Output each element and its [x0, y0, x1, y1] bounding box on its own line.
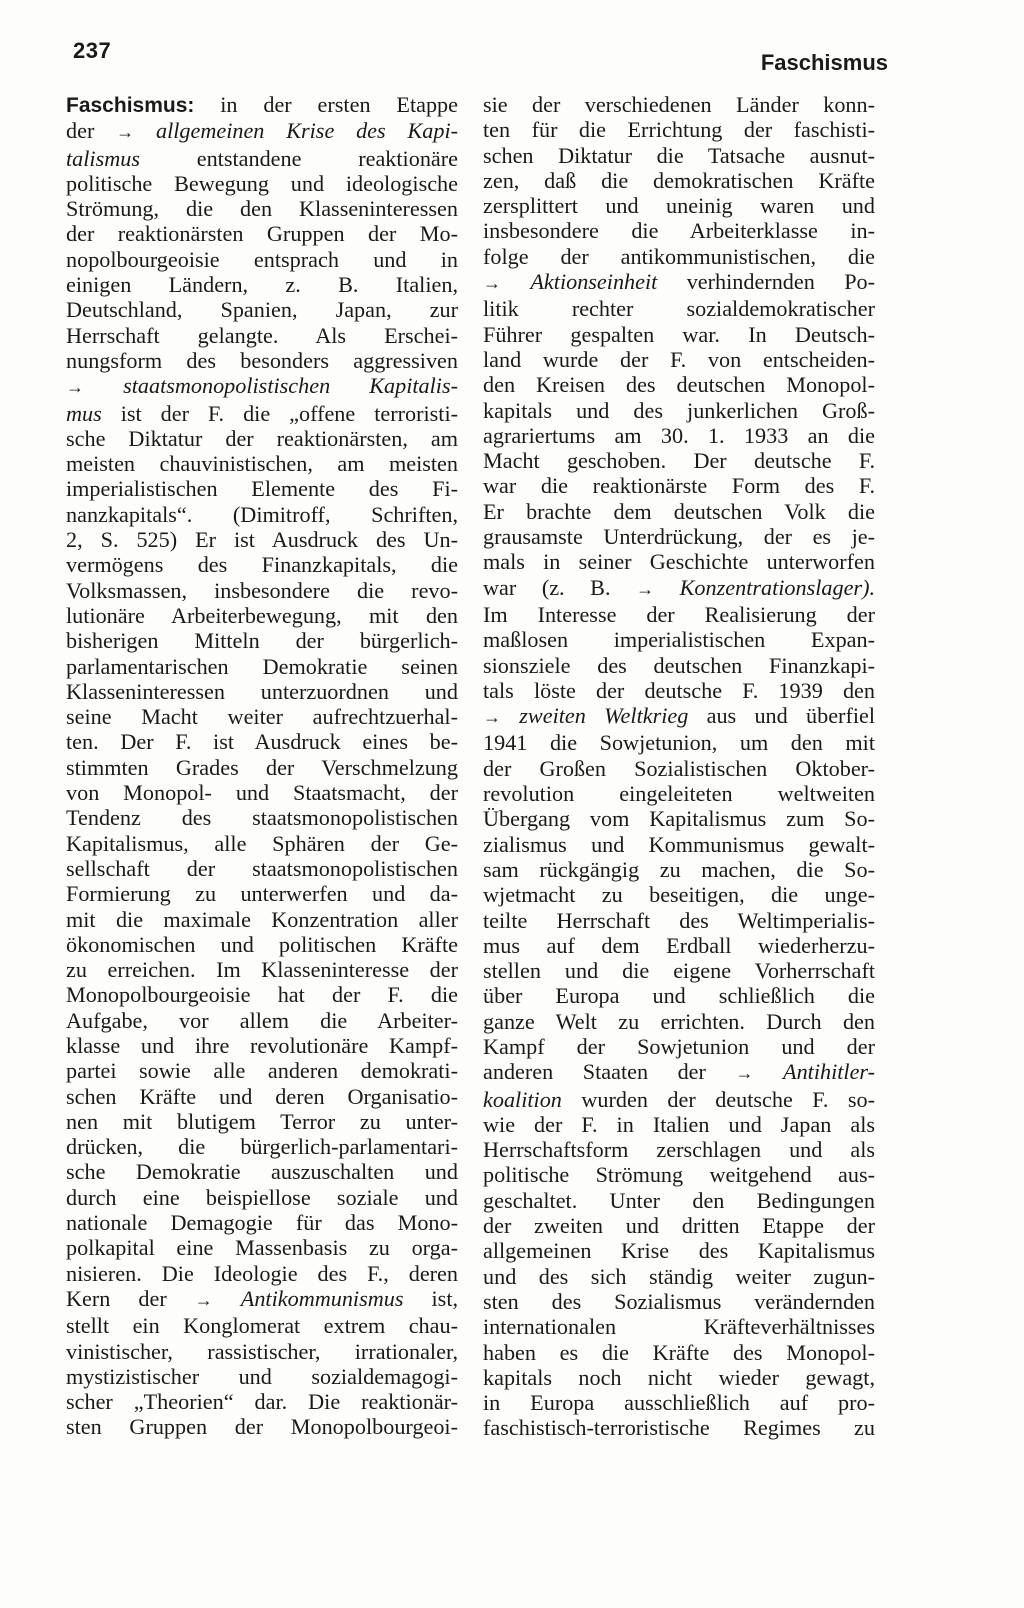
- text-line: 1941 die Sowjetunion, um den mit: [483, 730, 875, 756]
- text-line: zersplittert und uneinig waren und: [483, 193, 875, 219]
- text-line: land wurde der F. von entscheiden-: [483, 346, 875, 372]
- text-line: nen mit blutigem Terror zu unter-: [66, 1108, 458, 1134]
- text-line: schen Kräfte und deren Organisatio-: [66, 1083, 458, 1109]
- text-line: stellen und die eigene Vorherrschaft: [483, 958, 875, 984]
- text-line: geschaltet. Unter den Bedingungen: [483, 1187, 875, 1213]
- text-line: Macht geschoben. Der deutsche F.: [483, 448, 875, 474]
- text-line: vinistischer, rassistischer, irrationaler,: [66, 1338, 458, 1364]
- text-line: nopolbourgeoisie entsprach und in: [66, 246, 458, 272]
- cross-reference[interactable]: koalition: [483, 1086, 562, 1112]
- text-line: schen Diktatur die Tatsache ausnut-: [483, 142, 875, 168]
- text-line: mus auf dem Erdball wiederherzu-: [483, 932, 875, 958]
- text-line: und des sich ständig weiter zugun-: [483, 1263, 875, 1289]
- text-line: bisherigen Mitteln der bürgerlich-: [66, 628, 458, 654]
- text-line: koalition wurden der deutsche F. so-: [483, 1086, 875, 1112]
- text-line: war (z. B. → Konzentrationslager).: [483, 574, 876, 600]
- text-line: der → allgemeinen Krise des Kapi-: [66, 118, 459, 144]
- text-line: allgemeinen Krise des Kapitalismus: [483, 1238, 875, 1264]
- text-line: kapitals noch nicht wieder gewagt,: [483, 1364, 875, 1390]
- text-line: ganze Welt zu errichten. Durch den: [483, 1008, 875, 1034]
- text-line: anderen Staaten der → Antihitler-: [483, 1059, 876, 1085]
- text-line: der Großen Sozialistischen Oktober-: [483, 755, 875, 781]
- text-line: nanzkapitals“. (Dimitroff, Schriften,: [66, 501, 458, 527]
- text-line: ten für die Errichtung der faschisti-: [483, 117, 875, 143]
- cross-reference-arrow-icon: →: [66, 377, 84, 398]
- text-line: zialismus und Kommunismus gewalt-: [483, 831, 875, 857]
- cross-reference[interactable]: Antihitler-: [783, 1059, 876, 1085]
- text-line: mus ist der F. die „offene terroristi-: [66, 400, 459, 426]
- text-line: [66, 373, 458, 400]
- text-line: sche Diktatur der reaktionärsten, am: [66, 425, 458, 451]
- text-line: Strömung, die den Klasseninteressen: [66, 196, 458, 222]
- text-line: stellt ein Konglomerat extrem chau-: [66, 1313, 458, 1339]
- text-line: litik rechter sozialdemokratischer: [483, 296, 875, 322]
- text-line: internationalen Kräfteverhältnisses: [483, 1314, 875, 1340]
- text-line: zu erreichen. Im Klasseninteresse der: [66, 957, 458, 983]
- text-line: nationale Demagogie für das Mono-: [66, 1210, 458, 1236]
- text-line: klasse und ihre revolutionäre Kampf-: [66, 1032, 458, 1058]
- cross-reference-arrow-icon: →: [735, 1063, 754, 1084]
- text-line: → zweiten Weltkrieg aus und überfiel: [483, 703, 876, 729]
- text-line: maßlosen imperialistischen Expan-: [483, 627, 875, 653]
- text-line: Deutschland, Spanien, Japan, zur: [66, 297, 458, 323]
- cross-reference[interactable]: staatsmonopolistischen Kapitalis-: [123, 373, 458, 399]
- left-column: [66, 92, 458, 1440]
- text-line: von Monopol- und Staatsmacht, der: [66, 780, 458, 806]
- text-line: über Europa und schließlich die: [483, 983, 875, 1009]
- cross-reference-arrow-icon: →: [483, 707, 501, 728]
- text-line: Faschismus: in der ersten Etappe: [66, 92, 458, 117]
- text-line: talismus entstandene reaktionäre: [66, 145, 458, 171]
- text-line: vermögens des Finanzkapitals, die: [66, 552, 458, 578]
- cross-reference[interactable]: allgemeinen Krise des Kapi-: [155, 118, 459, 144]
- text-line: nungsform des besonders aggressiven: [66, 347, 458, 373]
- text-line: 2, S. 525) Er ist Ausdruck des Un-: [66, 527, 458, 553]
- text-line: Herrschaft gelangte. Als Erschei-: [66, 322, 458, 348]
- text-line: politische Strömung weitgehend aus-: [483, 1162, 875, 1188]
- cross-reference-arrow-icon: →: [194, 1289, 213, 1310]
- text-line: → Aktionseinheit verhindernden Po-: [483, 269, 876, 295]
- text-line: den Kreisen des deutschen Monopol-: [483, 372, 875, 398]
- text-line: war die reaktionärste Form des F.: [483, 473, 875, 499]
- text-line: grausamste Unterdrückung, der es je-: [483, 524, 875, 550]
- text-line: Monopolbourgeoisie hat der F. die: [66, 982, 458, 1008]
- text-line: drücken, die bürgerlich-parlamentari-: [66, 1134, 458, 1160]
- text-line: kapitals und des junkerlichen Groß-: [483, 397, 875, 423]
- text-line: Er brachte dem deutschen Volk die: [483, 498, 875, 524]
- text-line: Führer gespalten war. In Deutsch-: [483, 321, 875, 347]
- text-line: in Europa ausschließlich auf pro-: [483, 1390, 875, 1416]
- text-line: Kampf der Sowjetunion und der: [483, 1033, 875, 1059]
- text-line: seine Macht weiter aufrechtzuerhal-: [66, 704, 458, 730]
- text-line: agrariertums am 30. 1. 1933 an die: [483, 422, 875, 448]
- text-line: insbesondere die Arbeiterklasse in-: [483, 218, 875, 244]
- text-line: sam rückgängig zu machen, die So-: [483, 856, 875, 882]
- cross-reference[interactable]: Konzentrationslager).: [679, 574, 876, 600]
- text-line: parlamentarischen Demokratie seinen: [66, 653, 458, 679]
- right-column: [483, 92, 875, 1441]
- text-line: tals löste der deutsche F. 1939 den: [483, 677, 875, 703]
- text-line: Kapitalismus, alle Sphären der Ge-: [66, 830, 458, 856]
- text-line: Herrschaftsform zerschlagen und als: [483, 1137, 875, 1163]
- cross-reference[interactable]: mus: [66, 400, 102, 426]
- text-line: faschistisch-terroristische Regimes zu: [483, 1415, 875, 1441]
- text-line: teilte Herrschaft des Weltimperialis-: [483, 907, 875, 933]
- cross-reference-arrow-icon: →: [116, 122, 135, 143]
- text-line: mystizistischer und sozialdemagogi-: [66, 1363, 458, 1389]
- text-line: polkapital eine Massenbasis zu orga-: [66, 1235, 458, 1261]
- cross-reference[interactable]: Aktionseinheit: [530, 269, 658, 295]
- text-line: Klasseninteressen unterzuordnen und: [66, 678, 458, 704]
- cross-reference-arrow-icon: →: [636, 578, 655, 599]
- text-line: partei sowie alle anderen demokrati-: [66, 1058, 458, 1084]
- text-line: scher „Theorien“ dar. Die reaktionär-: [66, 1389, 458, 1415]
- text-line: Aufgabe, vor allem die Arbeiter-: [66, 1007, 458, 1033]
- text-line: Tendenz des staatsmonopolistischen: [66, 805, 458, 831]
- text-line: stimmten Grades der Verschmelzung: [66, 754, 458, 780]
- entry-headword: Faschismus:: [66, 94, 195, 117]
- text-line: Formierung zu unterwerfen und da-: [66, 881, 458, 907]
- cross-reference[interactable]: zweiten Weltkrieg: [519, 703, 689, 729]
- text-line: lutionäre Arbeiterbewegung, mit den: [66, 602, 458, 628]
- text-line: imperialistischen Elemente des Fi-: [66, 476, 458, 502]
- page-number: 237: [73, 38, 112, 63]
- text-line: nisieren. Die Ideologie des F., deren: [66, 1260, 458, 1286]
- text-line: sten Gruppen der Monopolbourgeoi-: [66, 1414, 458, 1440]
- text-line: zen, daß die demokratischen Kräfte: [483, 167, 875, 193]
- text-line: sellschaft der staatsmonopolistischen: [66, 855, 458, 881]
- text-line: haben es die Kräfte des Monopol-: [483, 1339, 875, 1365]
- text-line: Volksmassen, insbesondere die revo-: [66, 577, 458, 603]
- text-line: politische Bewegung und ideologische: [66, 170, 458, 196]
- text-line: der zweiten und dritten Etappe der: [483, 1213, 875, 1239]
- text-line: einigen Ländern, z. B. Italien,: [66, 272, 458, 298]
- text-line: mals in seiner Geschichte unterworfen: [483, 549, 875, 575]
- text-line: sie der verschiedenen Länder konn-: [483, 92, 875, 117]
- cross-reference-arrow-icon: →: [483, 273, 501, 294]
- text-line: ten. Der F. ist Ausdruck eines be-: [66, 729, 458, 755]
- text-line: meisten chauvinistischen, am meisten: [66, 451, 458, 477]
- text-line: durch eine beispiellose soziale und: [66, 1184, 458, 1210]
- text-line: sche Demokratie auszuschalten und: [66, 1159, 458, 1185]
- cross-reference[interactable]: talismus: [66, 145, 140, 171]
- text-line: wjetmacht zu beseitigen, die unge-: [483, 882, 875, 908]
- text-line: revolution eingeleiteten weltweiten: [483, 781, 875, 807]
- text-line: sionsziele des deutschen Finanzkapi-: [483, 652, 875, 678]
- text-line: Kern der → Antikommunismus ist,: [66, 1285, 459, 1311]
- running-head: Faschismus: [760, 50, 888, 75]
- text-line: mit die maximale Konzentration aller: [66, 906, 458, 932]
- text-line: der reaktionärsten Gruppen der Mo-: [66, 221, 458, 247]
- text-line: sten des Sozialismus verändernden: [483, 1288, 875, 1314]
- text-line: Im Interesse der Realisierung der: [483, 601, 875, 627]
- cross-reference[interactable]: Antikommunismus: [240, 1285, 404, 1311]
- text-line: folge der antikommunistischen, die: [483, 243, 875, 269]
- text-line: wie der F. in Italien und Japan als: [483, 1111, 875, 1137]
- text-line: Übergang vom Kapitalismus zum So-: [483, 806, 875, 832]
- text-line: ökonomischen und politischen Kräfte: [66, 931, 458, 957]
